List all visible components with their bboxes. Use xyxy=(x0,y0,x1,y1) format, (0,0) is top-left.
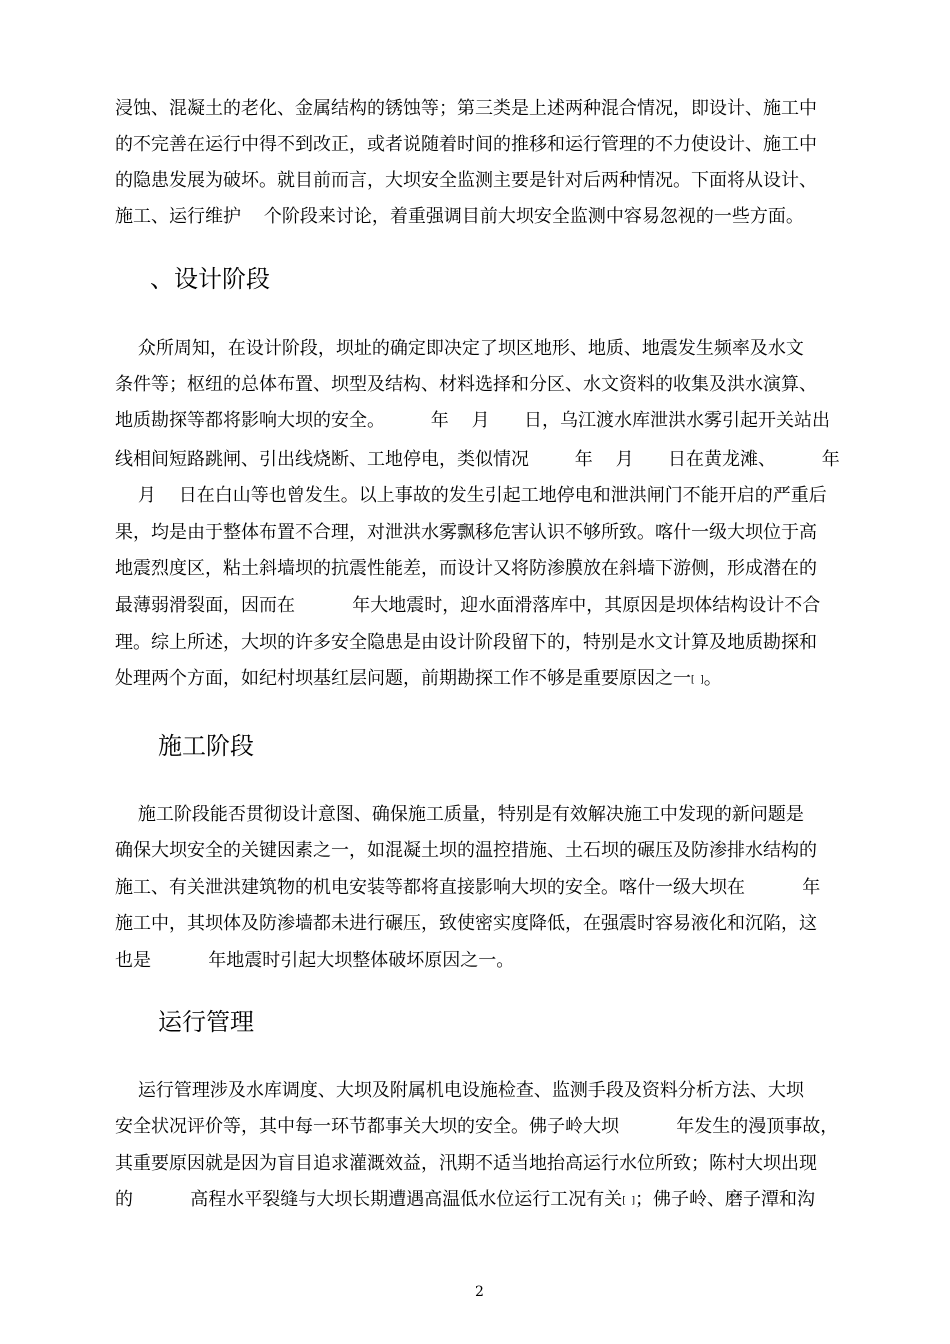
citation-marker: [ ] xyxy=(622,1196,635,1206)
paragraph-line xyxy=(115,664,860,694)
section-heading-design: 、设计阶段 xyxy=(150,265,270,293)
paragraph-line: 果，均是由于整体布置不合理，对泄洪水雾飘移危害认识不够所致。喀什一级大坝位于高 xyxy=(115,522,817,543)
paragraph-line xyxy=(115,1185,860,1215)
paragraph-text: 的 高程水平裂缝与大坝长期遭遇高温低水位运行工况有关 xyxy=(115,1189,623,1210)
paragraph-line: 最薄弱滑裂面，因而在 年大地震时，迎水面滑落库中，其原因是坝体结构设计不合 xyxy=(115,595,821,616)
paragraph-line: 也是 年地震时引起大坝整体破坏原因之一。 xyxy=(115,950,515,971)
paragraph-line: 的不完善在运行中得不到改正，或者说随着时间的推移和运行管理的不力使设计、施工中 xyxy=(115,134,817,155)
paragraph-line: 的隐患发展为破坏。就目前而言，大坝安全监测主要是针对后两种情况。下面将从设计、 xyxy=(115,170,817,191)
paragraph-line: 理。综上所述，大坝的许多安全隐患是由设计阶段留下的，特别是水文计算及地质勘探和 xyxy=(115,632,817,653)
paragraph-text: 处理两个方面，如纪村坝基红层问题，前期勘探工作不够是重要原因之一 xyxy=(115,668,691,689)
paragraph-line: 地质勘探等都将影响大坝的安全。 年 月 日，乌江渡水库泄洪水雾引起开关站出 xyxy=(115,410,830,431)
paragraph-line: 确保大坝安全的关键因素之一，如混凝土坝的温控措施、土石坝的碾压及防渗排水结构的 xyxy=(115,840,817,861)
paragraph-line: 施工、有关泄洪建筑物的机电安装等都将直接影响大坝的安全。喀什一级大坝在 年 xyxy=(115,877,821,898)
citation-marker: [ ] xyxy=(691,675,704,685)
paragraph-line: 施工阶段能否贯彻设计意图、确保施工质量，特别是有效解决施工中发现的新问题是 xyxy=(115,804,804,825)
paragraph-line: 运行管理涉及水库调度、大坝及附属机电设施检查、监测手段及资料分析方法、大坝 xyxy=(115,1080,804,1101)
paragraph-line: 众所周知，在设计阶段，坝址的确定即决定了坝区地形、地质、地震发生频率及水文 xyxy=(115,338,804,359)
paragraph-line: 施工、运行维护 个阶段来讨论，着重强调目前大坝安全监测中容易忽视的一些方面。 xyxy=(115,206,804,227)
section-heading-construction: 施工阶段 xyxy=(158,732,254,760)
paragraph-line: 地震烈度区，粘土斜墙坝的抗震性能差，而设计又将防渗膜放在斜墙下游侧，形成潜在的 xyxy=(115,558,817,579)
paragraph-line: 安全状况评价等，其中每一环节都事关大坝的安全。佛子岭大坝 年发生的漫顶事故， xyxy=(115,1116,839,1137)
paragraph-line: 线相间短路跳闸、引出线烧断、工地停电，类似情况 年 月 日在黄龙滩、 年 xyxy=(115,449,840,470)
paragraph-text: 。 xyxy=(703,668,722,689)
page-number: 2 xyxy=(475,1284,484,1300)
paragraph-line: 浸蚀、混凝土的老化、金属结构的锈蚀等；第三类是上述两种混合情况，即设计、施工中 xyxy=(115,98,817,119)
section-heading-operation: 运行管理 xyxy=(158,1008,254,1036)
paragraph-line: 月 日在白山等也曾发生。以上事故的发生引起工地停电和泄洪闸门不能开启的严重后 xyxy=(115,485,827,506)
paragraph-line: 施工中，其坝体及防渗墙都未进行碾压，致使密实度降低，在强震时容易液化和沉陷，这 xyxy=(115,913,817,934)
paragraph-line: 条件等；枢纽的总体布置、坝型及结构、材料选择和分区、水文资料的收集及洪水演算、 xyxy=(115,374,817,395)
paragraph-text: ；佛子岭、磨子潭和沟 xyxy=(634,1189,815,1210)
paragraph-line: 其重要原因就是因为盲目追求灌溉效益，汛期不适当地抬高运行水位所致；陈村大坝出现 xyxy=(115,1153,817,1174)
